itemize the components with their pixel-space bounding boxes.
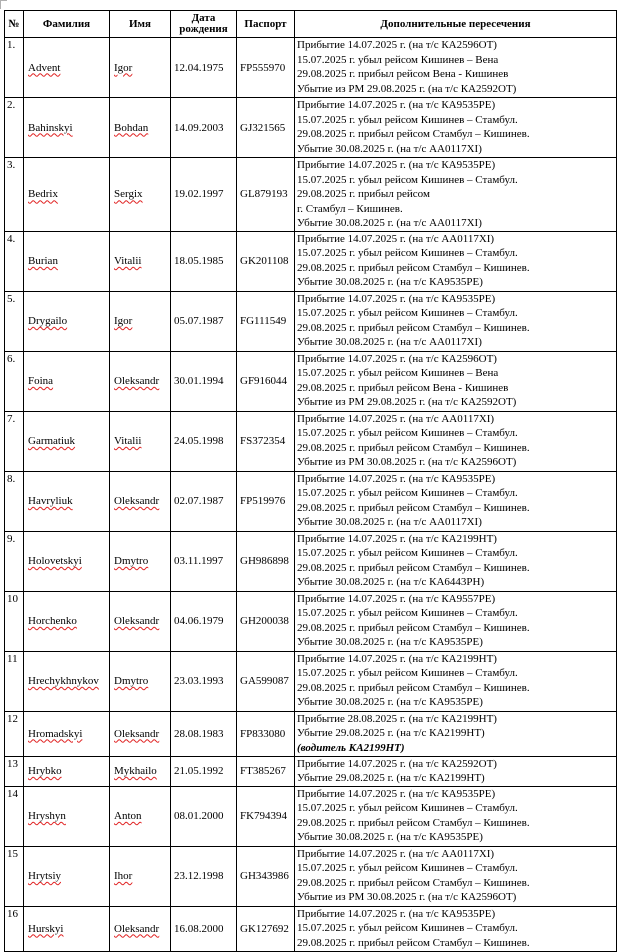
surname-cell-text: Garmatiuk	[28, 435, 76, 447]
crossing-line: 15.07.2025 г. убыл рейсом Кишинев – Стамбул.	[297, 922, 518, 934]
crossing-line: Убытие 30.08.2025 г. (на т/с АА0117ХI)	[297, 142, 482, 155]
header-passport: Паспорт	[237, 11, 295, 38]
passport-cell: GH343986	[237, 846, 295, 906]
table-row	[5, 38, 617, 98]
surname-cell	[24, 471, 110, 531]
crossing-line: Убытие 30.08.2025 г. (на т/с КА6443РН)	[297, 576, 485, 588]
birth-date-cell: 02.07.1987	[171, 471, 237, 531]
surname-cell	[24, 158, 110, 232]
table-row	[5, 291, 617, 351]
header-num: №	[5, 11, 24, 38]
crossing-line: Прибытие 14.07.2025 г. (на т/с КА9557РЕ)	[297, 592, 496, 605]
crossing-line: Прибытие 28.08.2025 г. (на т/с КА2199НТ)	[297, 712, 497, 725]
page-corner-mark	[0, 0, 7, 9]
first-name-cell-text: Dmytro	[114, 555, 149, 567]
first-name-cell-text: Oleksandr	[114, 727, 160, 740]
crossing-line: 15.07.2025 г. убыл рейсом Кишинев – Стамбул.	[297, 173, 518, 186]
first-name-cell-text: Igor	[114, 315, 133, 327]
crossing-line: Прибытие 14.07.2025 г. (на т/с КА2592ОТ)	[297, 757, 497, 770]
surname-cell	[24, 756, 110, 786]
surname-cell	[24, 906, 110, 951]
birth-date-cell: 05.07.1987	[171, 291, 237, 351]
crossing-line: Убытие 30.08.2025 г. (на т/с КА9535РЕ)	[297, 831, 483, 843]
crossing-line: Прибытие 14.07.2025 г. (на т/с АА0117ХI)	[297, 232, 495, 245]
table-row	[5, 231, 617, 291]
crossing-line: 15.07.2025 г. убыл рейсом Кишинев – Стамбул.	[297, 802, 518, 814]
passport-cell: FK794394	[237, 786, 295, 846]
crossing-line: 15.07.2025 г. убыл рейсом Кишинев – Стамбул.	[297, 607, 518, 619]
surname-cell	[24, 846, 110, 906]
crossing-line: 15.07.2025 г. убыл рейсом Кишинев – Стамбул.	[297, 427, 518, 439]
crossing-line: Прибытие 14.07.2025 г. (на т/с КА2199НТ)	[297, 652, 497, 665]
passport-cell: FS372354	[237, 411, 295, 471]
first-name-cell-text: Vitalii	[114, 255, 142, 267]
birth-date-cell: 28.08.1983	[171, 711, 237, 756]
crossing-line: 15.07.2025 г. убыл рейсом Кишинев – Стамбул.	[297, 247, 518, 259]
passport-cell: GA599087	[237, 651, 295, 711]
surname-cell	[24, 98, 110, 158]
surname-cell	[24, 591, 110, 651]
surname-cell-text: Hrytsiy	[28, 870, 61, 882]
crossing-line: Убытие 30.08.2025 г. (на т/с АА0117ХI)	[297, 516, 482, 528]
row-number-cell: 12	[5, 711, 24, 756]
table-row	[5, 531, 617, 591]
surname-cell-text: Havryliuk	[28, 495, 73, 507]
row-number-cell: 10	[5, 591, 24, 651]
table-row	[5, 471, 617, 531]
crossing-line: Прибытие 14.07.2025 г. (на т/с КА2596ОТ)	[297, 352, 497, 365]
surname-cell	[24, 651, 110, 711]
crossing-line: 15.07.2025 г. убыл рейсом Кишинев – Стамбул.	[297, 487, 518, 499]
first-name-cell	[110, 231, 171, 291]
first-name-cell	[110, 411, 171, 471]
crossings-cell	[295, 906, 617, 951]
table-body	[5, 38, 617, 952]
surname-cell	[24, 38, 110, 98]
first-name-cell-text: Oleksandr	[114, 495, 160, 507]
crossings-cell	[295, 98, 617, 158]
surname-cell	[24, 291, 110, 351]
table-row	[5, 756, 617, 786]
crossing-line: 29.08.2025 г. прибыл рейсом Стамбул – Кишинев.	[297, 936, 530, 949]
table-row	[5, 651, 617, 711]
birth-date-cell: 19.02.1997	[171, 158, 237, 232]
row-number-cell: 7.	[5, 411, 24, 471]
first-name-cell-text: Sergix	[114, 188, 143, 201]
crossing-line: 29.08.2025 г. прибыл рейсом Вена - Кишинев	[297, 381, 509, 394]
row-number-cell: 14	[5, 786, 24, 846]
birth-date-cell: 30.01.1994	[171, 351, 237, 411]
passport-cell: FP555970	[237, 38, 295, 98]
crossing-line: Убытие 29.08.2025 г. (на т/с КА2199НТ)	[297, 727, 485, 739]
crossing-line: Убытие 30.08.2025 г. (на т/с КА9535РЕ)	[297, 636, 483, 648]
crossing-line: 15.07.2025 г. убыл рейсом Кишинев – Стамбул.	[297, 862, 518, 874]
crossing-line: Убытие 30.08.2025 г. (на т/с АА0117ХI)	[297, 217, 482, 229]
passport-cell: GJ321565	[237, 98, 295, 158]
table-row	[5, 786, 617, 846]
table-header-row	[5, 11, 617, 38]
surname-cell-text: Holovetskyi	[28, 555, 82, 567]
table-row	[5, 98, 617, 158]
table-row	[5, 591, 617, 651]
crossing-line: 15.07.2025 г. убыл рейсом Кишинев – Стамбул.	[297, 307, 518, 319]
crossing-line: 29.08.2025 г. прибыл рейсом Стамбул – Кишинев.	[297, 876, 530, 889]
table-row	[5, 906, 617, 951]
crossing-note: (водитель КА2199НТ)	[297, 741, 405, 754]
crossing-line: Убытие 29.08.2025 г. (на т/с КА2199НТ)	[297, 772, 485, 784]
birth-date-cell: 21.05.1992	[171, 756, 237, 786]
crossing-line: 29.08.2025 г. прибыл рейсом Стамбул – Кишинев.	[297, 321, 530, 334]
crossing-line: 15.07.2025 г. убыл рейсом Кишинев – Вена	[297, 367, 499, 379]
row-number-cell: 2.	[5, 98, 24, 158]
header-surname: Фамилия	[24, 11, 110, 38]
crossings-cell	[295, 38, 617, 98]
birth-date-cell: 24.05.1998	[171, 411, 237, 471]
crossing-line: 15.07.2025 г. убыл рейсом Кишинев – Стамбул.	[297, 113, 518, 126]
surname-cell-text: Burian	[28, 255, 58, 267]
passport-cell: GK201108	[237, 231, 295, 291]
crossing-line: 29.08.2025 г. прибыл рейсом Стамбул – Кишинев.	[297, 501, 530, 514]
crossings-cell	[295, 756, 617, 786]
crossing-line: 29.08.2025 г. прибыл рейсом Стамбул – Кишинев.	[297, 816, 530, 829]
crossing-line: Убытие из РМ 30.08.2025 г. (на т/с КА2596ОТ)	[297, 891, 517, 903]
crossing-line: 29.08.2025 г. прибыл рейсом Стамбул – Кишинев.	[297, 621, 530, 634]
first-name-cell	[110, 756, 171, 786]
header-info: Дополнительные пересечения	[295, 11, 617, 38]
crossing-line: Прибытие 14.07.2025 г. (на т/с КА2596ОТ)	[297, 39, 497, 51]
table-row	[5, 158, 617, 232]
row-number-cell: 16	[5, 906, 24, 951]
crossings-cell	[295, 411, 617, 471]
crossing-line: 15.07.2025 г. убыл рейсом Кишинев – Вена	[297, 53, 499, 66]
first-name-cell	[110, 651, 171, 711]
surname-cell	[24, 411, 110, 471]
table-row	[5, 846, 617, 906]
crossing-line: 15.07.2025 г. убыл рейсом Кишинев – Стамбул.	[297, 547, 518, 559]
first-name-cell-text: Mykhailo	[114, 765, 157, 777]
passport-cell: GH986898	[237, 531, 295, 591]
row-number-cell: 9.	[5, 531, 24, 591]
table-row	[5, 411, 617, 471]
surname-cell-text: Hrechykhnykov	[28, 675, 99, 687]
surname-cell-text: Foina	[28, 375, 54, 387]
birth-date-cell: 14.09.2003	[171, 98, 237, 158]
first-name-cell	[110, 38, 171, 98]
crossing-line: 15.07.2025 г. убыл рейсом Кишинев – Стамбул.	[297, 667, 518, 679]
first-name-cell-text: Oleksandr	[114, 615, 160, 627]
first-name-cell	[110, 471, 171, 531]
passport-cell: GK127692	[237, 906, 295, 951]
table-row	[5, 351, 617, 411]
first-name-cell-text: Anton	[114, 810, 142, 822]
row-number-cell: 11	[5, 651, 24, 711]
crossing-line: 29.08.2025 г. прибыл рейсом Стамбул – Кишинев.	[297, 681, 530, 694]
crossing-line: Убытие 30.08.2025 г. (на т/с АА0117ХI)	[297, 336, 482, 348]
birth-date-cell: 12.04.1975	[171, 38, 237, 98]
passport-cell: FP833080	[237, 711, 295, 756]
crossing-line: Прибытие 14.07.2025 г. (на т/с КА2199НТ)	[297, 532, 497, 545]
crossing-line: Убытие из РМ 30.08.2025 г. (на т/с КА2596ОТ)	[297, 456, 517, 468]
first-name-cell	[110, 846, 171, 906]
first-name-cell	[110, 291, 171, 351]
surname-cell-text: Hurskyi	[28, 922, 64, 935]
surname-cell	[24, 351, 110, 411]
first-name-cell-text: Oleksandr	[114, 375, 160, 387]
surname-cell	[24, 786, 110, 846]
crossings-cell	[295, 531, 617, 591]
row-number-cell: 6.	[5, 351, 24, 411]
passport-cell: GL879193	[237, 158, 295, 232]
first-name-cell-text: Bohdan	[114, 121, 149, 134]
passport-cell: GF916044	[237, 351, 295, 411]
crossing-line: Убытие из РМ 29.08.2025 г. (на т/с КА2592ОТ)	[297, 396, 517, 408]
birth-date-cell: 18.05.1985	[171, 231, 237, 291]
crossing-line: 29.08.2025 г. прибыл рейсом Вена - Кишинев	[297, 68, 509, 80]
crossing-line: Прибытие 14.07.2025 г. (на т/с КА9535РЕ)	[297, 787, 496, 800]
crossings-cell	[295, 158, 617, 232]
crossing-line: Убытие 30.08.2025 г. (на т/с КА9535РЕ)	[297, 276, 483, 288]
crossings-cell	[295, 471, 617, 531]
row-number-cell: 1.	[5, 38, 24, 98]
crossings-cell	[295, 786, 617, 846]
birth-date-cell: 16.08.2000	[171, 906, 237, 951]
first-name-cell	[110, 906, 171, 951]
row-number-cell: 5.	[5, 291, 24, 351]
first-name-cell	[110, 591, 171, 651]
surname-cell-text: Advent	[28, 61, 61, 74]
crossings-cell	[295, 591, 617, 651]
birth-date-cell: 03.11.1997	[171, 531, 237, 591]
surname-cell-text: Hryshyn	[28, 810, 66, 822]
crossings-cell	[295, 291, 617, 351]
crossing-line: Прибытие 14.07.2025 г. (на т/с КА9535РЕ)	[297, 159, 496, 171]
crossing-line: г. Стамбул – Кишинев.	[297, 202, 403, 215]
surname-cell-text: Bahinskyi	[28, 121, 73, 134]
crossings-cell	[295, 711, 617, 756]
passport-cell: FG111549	[237, 291, 295, 351]
birth-date-cell: 08.01.2000	[171, 786, 237, 846]
surname-cell-text: Bedrix	[28, 188, 58, 201]
first-name-cell-text: Igor	[114, 61, 133, 74]
surname-cell-text: Hrybko	[28, 765, 62, 777]
surname-cell	[24, 231, 110, 291]
crossing-line: Убытие из РМ 29.08.2025 г. (на т/с КА2592ОТ)	[297, 82, 517, 95]
first-name-cell-text: Vitalii	[114, 435, 142, 447]
crossing-line: Прибытие 14.07.2025 г. (на т/с АА0117ХI)	[297, 847, 495, 860]
surname-cell	[24, 531, 110, 591]
crossing-line: 29.08.2025 г. прибыл рейсом Стамбул – Кишинев.	[297, 261, 530, 274]
crossing-line: 29.08.2025 г. прибыл рейсом	[297, 188, 430, 200]
row-number-cell: 3.	[5, 158, 24, 232]
first-name-cell	[110, 531, 171, 591]
crossing-line: Прибытие 14.07.2025 г. (на т/с КА9535РЕ)	[297, 907, 496, 920]
passport-cell: FT385267	[237, 756, 295, 786]
crossing-line: Прибытие 14.07.2025 г. (на т/с КА9535РЕ)	[297, 99, 496, 111]
crossing-line: 29.08.2025 г. прибыл рейсом Стамбул – Кишинев.	[297, 441, 530, 454]
row-number-cell: 13	[5, 756, 24, 786]
first-name-cell-text: Ihor	[114, 870, 133, 882]
crossings-cell	[295, 231, 617, 291]
passport-cell: GH200038	[237, 591, 295, 651]
first-name-cell	[110, 711, 171, 756]
first-name-cell-text: Oleksandr	[114, 922, 160, 935]
crossing-line: Прибытие 14.07.2025 г. (на т/с КА9535РЕ)	[297, 292, 496, 305]
passport-cell: FP519976	[237, 471, 295, 531]
crossings-cell	[295, 651, 617, 711]
crossing-line: Прибытие 14.07.2025 г. (на т/с АА0117ХI)	[297, 412, 495, 425]
row-number-cell: 4.	[5, 231, 24, 291]
surname-cell	[24, 711, 110, 756]
crossings-table	[4, 10, 617, 952]
crossings-cell	[295, 351, 617, 411]
first-name-cell	[110, 786, 171, 846]
first-name-cell	[110, 98, 171, 158]
table-row	[5, 711, 617, 756]
header-dob: Дата рождения	[171, 11, 237, 38]
first-name-cell	[110, 351, 171, 411]
birth-date-cell: 04.06.1979	[171, 591, 237, 651]
header-name: Имя	[110, 11, 171, 38]
crossing-line: Прибытие 14.07.2025 г. (на т/с КА9535РЕ)	[297, 472, 496, 485]
birth-date-cell: 23.03.1993	[171, 651, 237, 711]
first-name-cell	[110, 158, 171, 232]
row-number-cell: 15	[5, 846, 24, 906]
crossing-line: 29.08.2025 г. прибыл рейсом Стамбул – Кишинев.	[297, 561, 530, 574]
crossings-cell	[295, 846, 617, 906]
crossing-line: Убытие 30.08.2025 г. (на т/с КА9535РЕ)	[297, 696, 483, 708]
surname-cell-text: Drygailo	[28, 315, 68, 327]
first-name-cell-text: Dmytro	[114, 675, 149, 687]
surname-cell-text: Hromadskyi	[28, 727, 83, 740]
crossing-line: 29.08.2025 г. прибыл рейсом Стамбул – Кишинев.	[297, 128, 530, 140]
row-number-cell: 8.	[5, 471, 24, 531]
surname-cell-text: Horchenko	[28, 615, 77, 627]
birth-date-cell: 23.12.1998	[171, 846, 237, 906]
